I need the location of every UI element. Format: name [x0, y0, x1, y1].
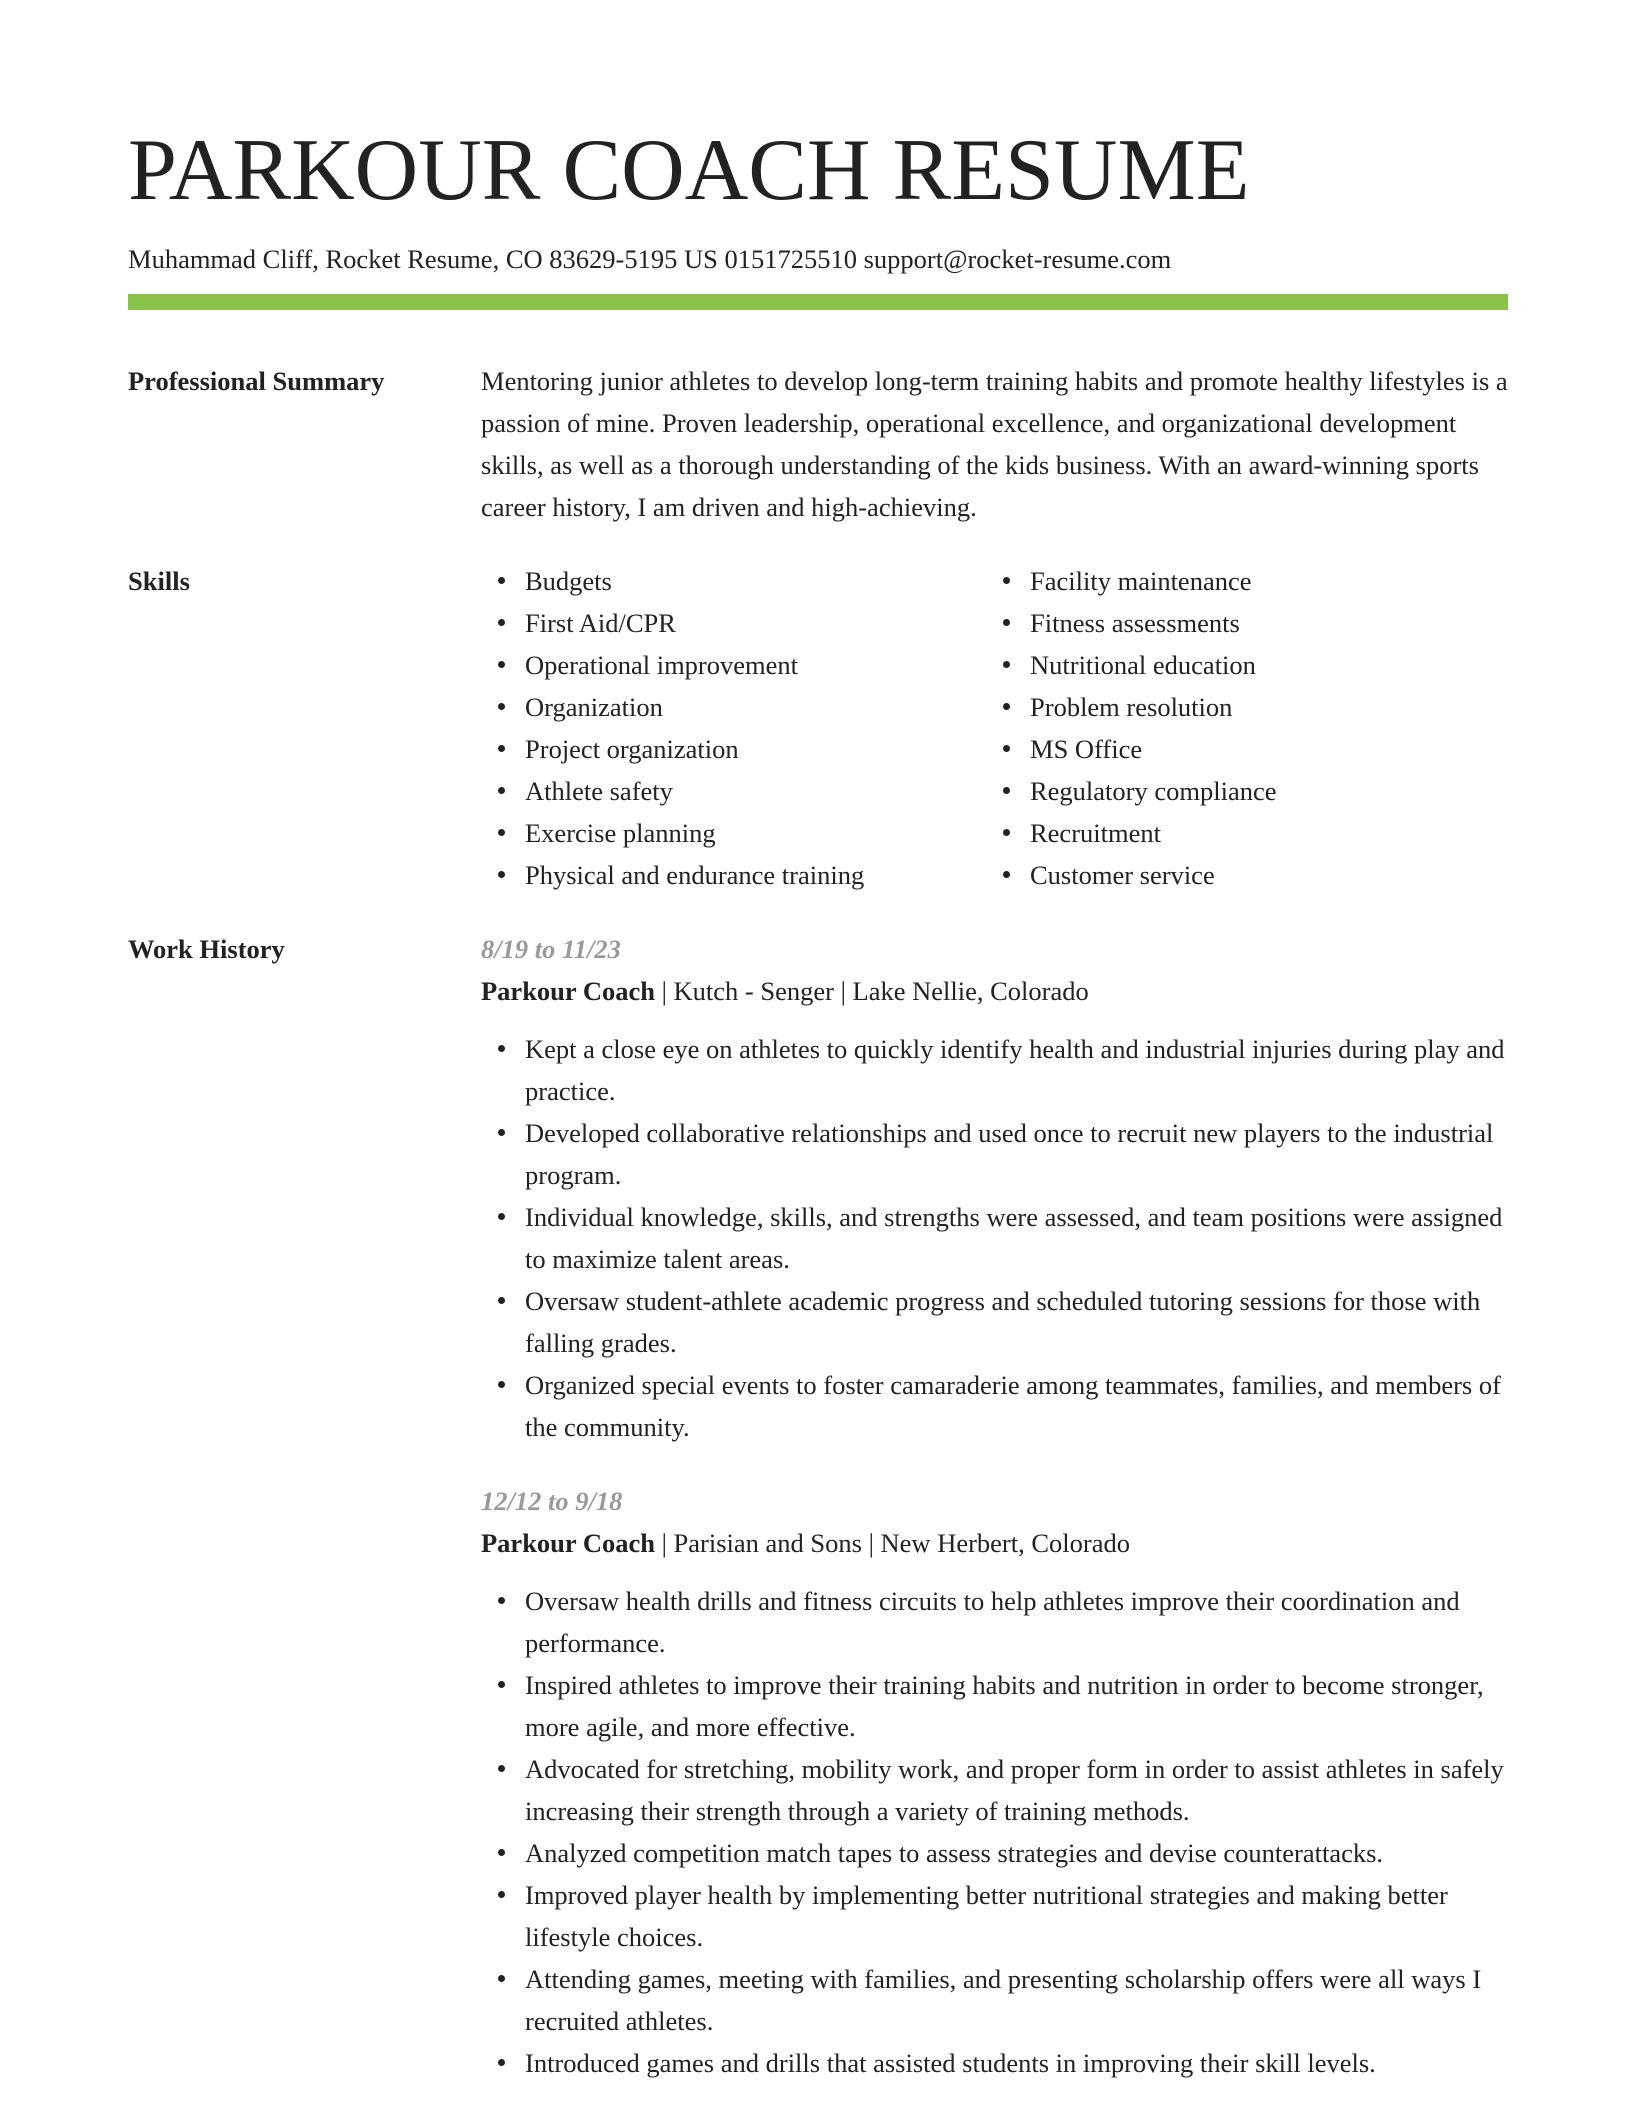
- job-details: | Parisian and Sons | New Herbert, Colorado: [654, 1528, 1130, 1558]
- skill-item: First Aid/CPR: [525, 602, 986, 644]
- contact-line: Muhammad Cliff, Rocket Resume, CO 83629-5195 US 0151725510 support@rocket-resume.com: [128, 244, 1172, 274]
- skill-item: Project organization: [525, 728, 986, 770]
- skill-item: Recruitment: [1030, 812, 1491, 854]
- section-label-skills: Skills: [128, 566, 190, 596]
- job-bullet: Kept a close eye on athletes to quickly identify health and industrial injuries during play and practice.: [525, 1028, 1508, 1112]
- job-bullet: Introduced games and drills that assisted students in improving their skill levels.: [525, 2042, 1508, 2084]
- header-divider: [128, 294, 1508, 310]
- skill-item: Budgets: [525, 560, 986, 602]
- job-bullet: Analyzed competition match tapes to assess strategies and devise counterattacks.: [525, 1832, 1508, 1874]
- job-date: 12/12 to 9/18: [481, 1486, 623, 1516]
- job-bullet: Inspired athletes to improve their training habits and nutrition in order to become stronger, more agile, and more effective.: [525, 1664, 1508, 1748]
- job-bullet: Developed collaborative relationships and used once to recruit new players to the industrial program.: [525, 1112, 1508, 1196]
- job-bullet: Oversaw student-athlete academic progress and scheduled tutoring sessions for those with falling grades.: [525, 1280, 1508, 1364]
- skill-item: Fitness assessments: [1030, 602, 1491, 644]
- skill-item: Athlete safety: [525, 770, 986, 812]
- job-entry: [481, 928, 1508, 1448]
- skill-item: Operational improvement: [525, 644, 986, 686]
- skill-item: Nutritional education: [1030, 644, 1491, 686]
- skills-list-left: [481, 560, 986, 896]
- job-bullets: [481, 1580, 1508, 2084]
- summary-text: Mentoring junior athletes to develop long-term training habits and promote healthy lifestyles is a passion of mine. Proven leadership, operational excellence, and organizational development skills, as well as a thorough understanding of the kids business. With an award-winning sports career history, I am driven and high-achieving.: [481, 366, 1508, 522]
- professional-summary-section: [128, 360, 1508, 528]
- job-title: Parkour Coach: [481, 1528, 655, 1558]
- skill-item: Exercise planning: [525, 812, 986, 854]
- skill-item: Facility maintenance: [1030, 560, 1491, 602]
- skills-columns: [481, 560, 1508, 896]
- skills-list-right: [986, 560, 1491, 896]
- job-title: Parkour Coach: [481, 976, 655, 1006]
- job-bullet: Individual knowledge, skills, and strengths were assessed, and team positions were assigned to maximize talent areas.: [525, 1196, 1508, 1280]
- skills-section: [128, 560, 1508, 896]
- work-history-section: [128, 928, 1508, 2084]
- job-bullet: Improved player health by implementing better nutritional strategies and making better lifestyle choices.: [525, 1874, 1508, 1958]
- job-bullet: Attending games, meeting with families, and presenting scholarship offers were all ways I recruited athletes.: [525, 1958, 1508, 2042]
- skill-item: Problem resolution: [1030, 686, 1491, 728]
- job-details: | Kutch - Senger | Lake Nellie, Colorado: [654, 976, 1089, 1006]
- skill-item: Organization: [525, 686, 986, 728]
- job-heading: [481, 970, 1508, 1012]
- job-entry: [481, 1480, 1508, 2084]
- section-label-professional-summary: Professional Summary: [128, 366, 385, 396]
- job-heading: [481, 1522, 1508, 1564]
- job-bullet: Oversaw health drills and fitness circuits to help athletes improve their coordination and performance.: [525, 1580, 1508, 1664]
- skill-item: Customer service: [1030, 854, 1491, 896]
- resume-page: [128, 0, 1508, 2084]
- job-bullets: [481, 1028, 1508, 1448]
- skill-item: Physical and endurance training: [525, 854, 986, 896]
- skill-item: MS Office: [1030, 728, 1491, 770]
- job-bullet: Advocated for stretching, mobility work, and proper form in order to assist athletes in safely increasing their strength through a variety of training methods.: [525, 1748, 1508, 1832]
- job-bullet: Organized special events to foster camaraderie among teammates, families, and members of the community.: [525, 1364, 1508, 1448]
- resume-title: PARKOUR COACH RESUME: [128, 122, 1250, 219]
- job-date: 8/19 to 11/23: [481, 934, 621, 964]
- skill-item: Regulatory compliance: [1030, 770, 1491, 812]
- section-label-work-history: Work History: [128, 934, 285, 964]
